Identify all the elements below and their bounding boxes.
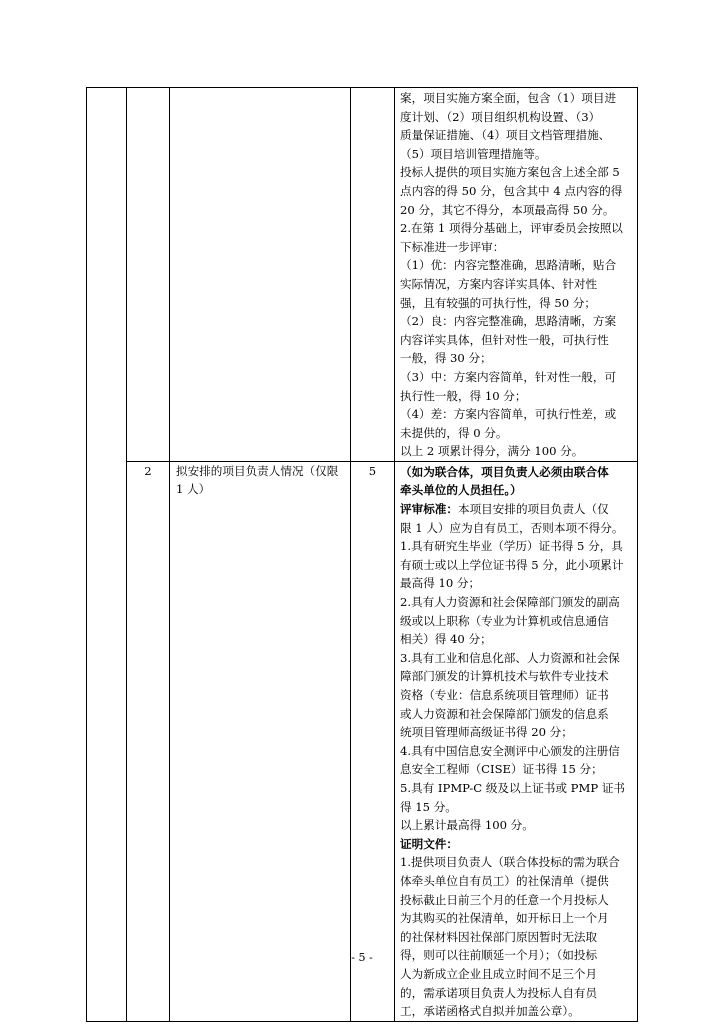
row-number: 2 <box>144 463 152 478</box>
criteria-text: 人为新成立企业且成立时间不足三个月 <box>400 966 598 981</box>
item-score: 5 <box>368 463 377 478</box>
criteria-text: 的，需承诺项目负责人为投标人自有员 <box>400 985 598 1000</box>
criteria-text: 实际情况，方案内容详实具体、针对性 <box>400 276 598 291</box>
criteria-text: 牵头单位的人员担任。） <box>400 483 522 498</box>
criteria-text: 度计划、（2）项目组织机构设置、（3） <box>400 109 601 124</box>
page-number: - 5 - <box>351 951 373 964</box>
criteria-text: 得，则可以往前顺延一个月）；（如投标 <box>400 948 598 963</box>
criteria-text: 一般，得 30 分； <box>400 351 492 366</box>
criteria-text: 障部门颁发的计算机技术与软件专业技术 <box>400 669 609 684</box>
criteria-text: 投标截止日前三个月的任意一个月投标人 <box>400 892 609 907</box>
criteria-text-rest: 本项目安排的项目负责人（仅 <box>457 502 609 517</box>
criteria-line <box>400 872 633 891</box>
table-row <box>87 461 638 1021</box>
criteria-text: 工，承诺函格式自拟并加盖公章）。 <box>400 1004 580 1019</box>
criteria-line <box>400 928 633 947</box>
criteria-line <box>400 463 633 482</box>
criteria-line <box>400 574 633 593</box>
criteria-line <box>400 723 633 742</box>
criteria-line <box>400 145 633 164</box>
criteria-line <box>400 163 633 182</box>
criteria-text: 2.在第 1 项得分基础上，评审委员会按照以 <box>400 221 623 236</box>
criteria-line <box>400 294 633 313</box>
criteria-text: 得 15 分。 <box>400 799 457 814</box>
criteria-cell <box>395 88 638 462</box>
criteria-line <box>400 853 633 872</box>
criteria-text: 2.具有人力资源和社会保障部门颁发的副高 <box>400 595 620 610</box>
criteria-line <box>400 798 633 817</box>
criteria-text: 以上累计最高得 100 分。 <box>400 818 534 833</box>
criteria-text: 未提供的，得 0 分。 <box>400 425 508 440</box>
criteria-text: （5）项目培训管理措施等。 <box>400 146 547 161</box>
item-name: 拟安排的项目负责人情况（仅限 1 人） <box>176 463 339 497</box>
criteria-line <box>400 481 633 500</box>
criteria-line <box>400 368 633 387</box>
criteria-line <box>400 312 633 331</box>
item-name-cell <box>170 461 351 1021</box>
criteria-line <box>400 556 633 575</box>
criteria-text: 有硕士或以上学位证书得 5 分，此小项累计 <box>400 557 624 572</box>
criteria-line <box>400 1002 633 1021</box>
criteria-text: 投标人提供的项目实施方案包含上述全部 5 <box>400 165 620 180</box>
criteria-line <box>400 649 633 668</box>
criteria-line <box>400 405 633 424</box>
criteria-text: 案，项目实施方案全面，包含（1）项目进 <box>400 91 617 105</box>
criteria-text: 级或以上职称（专业为计算机或信息通信 <box>400 613 609 628</box>
criteria-line <box>400 984 633 1003</box>
criteria-line <box>400 667 633 686</box>
criteria-text: 质量保证措施、（4）项目文档管理措施、 <box>400 128 611 143</box>
criteria-text: 执行性一般，得 10 分； <box>400 388 527 403</box>
criteria-text: （如为联合体，项目负责人必须由联合体 <box>400 464 609 479</box>
criteria-text: 5.具有 IPMP-C 级及以上证书或 PMP 证书 <box>400 780 626 795</box>
criteria-text: 为其购买的社保清单，如开标日上一个月 <box>400 911 609 926</box>
criteria-line <box>400 424 633 443</box>
criteria-line <box>400 275 633 294</box>
criteria-line <box>400 537 633 556</box>
criteria-text: 评审标准： <box>400 502 458 517</box>
criteria-line <box>400 760 633 779</box>
category-cell <box>87 88 127 1022</box>
criteria-line <box>400 965 633 984</box>
criteria-line <box>400 909 633 928</box>
criteria-text: 息安全工程师（CISE）证书得 15 分； <box>400 762 603 777</box>
criteria-text: 点内容的得 50 分，包含其中 4 点内容的得 <box>400 183 623 198</box>
criteria-line <box>400 816 633 835</box>
row-number-cell <box>127 88 170 462</box>
criteria-line <box>400 219 633 238</box>
criteria-line <box>400 686 633 705</box>
row-number-cell <box>127 461 170 1021</box>
criteria-text: 统项目管理师高级证书得 20 分； <box>400 725 573 740</box>
criteria-text: 强，且有较强的可执行性，得 50 分； <box>400 295 597 310</box>
criteria-text: 证明文件： <box>400 836 458 851</box>
table-row <box>87 88 638 462</box>
criteria-text: （4）差：方案内容简单，可执行性差，或 <box>400 407 617 422</box>
criteria-text: 的社保材料因社保部门原因暂时无法取 <box>400 929 598 944</box>
criteria-line <box>400 442 633 461</box>
criteria-line <box>400 519 633 538</box>
criteria-text: 或人力资源和社会保障部门颁发的信息系 <box>400 706 609 721</box>
score-cell <box>351 88 395 462</box>
criteria-text: （1）优：内容完整准确，思路清晰，贴合 <box>400 258 617 273</box>
criteria-line <box>400 835 633 854</box>
criteria-line <box>400 331 633 350</box>
criteria-text: 1.提供项目负责人（联合体投标的需为联合 <box>400 855 620 870</box>
criteria-text: 相关）得 40 分； <box>400 632 492 647</box>
criteria-line <box>400 742 633 761</box>
criteria-line <box>400 182 633 201</box>
criteria-line <box>400 387 633 406</box>
criteria-text: （2）良：内容完整准确，思路清晰，方案 <box>400 314 617 329</box>
criteria-text: 以上 2 项累计得分，满分 100 分。 <box>400 444 584 459</box>
criteria-text: 限 1 人）应为自有员工，否则本项不得分。 <box>400 520 624 535</box>
criteria-text: （3）中：方案内容简单，针对性一般，可 <box>400 369 617 384</box>
criteria-line <box>400 89 633 108</box>
criteria-line <box>400 256 633 275</box>
criteria-line <box>400 630 633 649</box>
criteria-line <box>400 126 633 145</box>
criteria-line <box>400 612 633 631</box>
criteria-line <box>400 891 633 910</box>
criteria-text: 4.具有中国信息安全测评中心颁发的注册信 <box>400 743 620 758</box>
criteria-cell <box>395 461 638 1021</box>
criteria-line <box>400 705 633 724</box>
criteria-text: 资格（专业：信息系统项目管理师）证书 <box>400 688 609 702</box>
criteria-line <box>400 349 633 368</box>
criteria-text: 体牵头单位自有员工）的社保清单（提供 <box>400 873 609 888</box>
criteria-text: 1.具有研究生毕业（学历）证书得 5 分，具 <box>400 539 623 554</box>
criteria-text: 内容详实具体，但针对性一般，可执行性 <box>400 332 609 347</box>
criteria-text: 20 分，其它不得分，本项最高得 50 分。 <box>400 202 615 217</box>
criteria-text: 最高得 10 分； <box>400 576 481 591</box>
criteria-line <box>400 779 633 798</box>
score-cell <box>351 461 395 1021</box>
criteria-line <box>400 108 633 127</box>
criteria-text: 3.具有工业和信息化部、人力资源和社会保 <box>400 650 620 665</box>
criteria-line <box>400 201 633 220</box>
item-name-cell <box>170 88 351 462</box>
criteria-line <box>400 593 633 612</box>
criteria-text: 下标准进一步评审： <box>400 239 505 254</box>
scoring-table <box>86 87 638 1022</box>
criteria-line <box>400 238 633 257</box>
criteria-line <box>400 500 633 519</box>
